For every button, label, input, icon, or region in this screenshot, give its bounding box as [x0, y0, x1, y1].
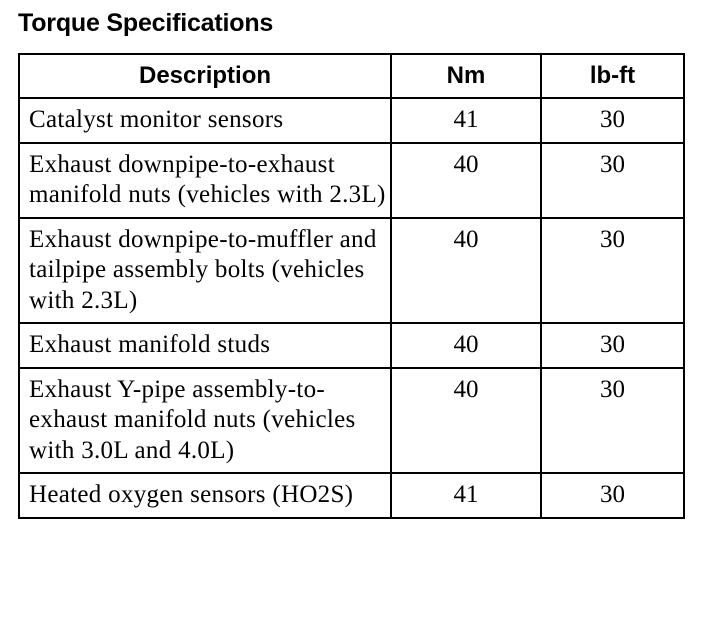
torque-spec-table	[18, 53, 685, 519]
table-row	[19, 218, 684, 324]
row-lbft: 30	[541, 368, 684, 474]
table-row	[19, 323, 684, 368]
table-row	[19, 368, 684, 474]
row-lbft: 30	[541, 218, 684, 324]
row-description: Catalyst monitor sensors	[19, 98, 391, 143]
row-nm: 41	[391, 473, 541, 518]
page-title: Torque Specifications	[18, 9, 274, 37]
column-header-description: Description	[19, 54, 391, 98]
row-lbft: 30	[541, 98, 684, 143]
column-header-nm: Nm	[391, 54, 541, 98]
row-nm: 41	[391, 98, 541, 143]
row-description: Heated oxygen sensors (HO2S)	[19, 473, 391, 518]
row-description: Exhaust manifold studs	[19, 323, 391, 368]
row-description: Exhaust Y-pipe assembly-to-exhaust manifold nuts (vehicles with 3.0L and 4.0L)	[19, 368, 391, 474]
row-description: Exhaust downpipe-to-exhaust manifold nuts (vehicles with 2.3L)	[19, 143, 391, 218]
table-header-row	[19, 54, 684, 98]
row-lbft: 30	[541, 143, 684, 218]
row-description: Exhaust downpipe-to-muffler and tailpipe assembly bolts (vehicles with 2.3L)	[19, 218, 391, 324]
row-nm: 40	[391, 368, 541, 474]
table-row	[19, 98, 684, 143]
row-nm: 40	[391, 323, 541, 368]
table-row	[19, 143, 684, 218]
row-nm: 40	[391, 143, 541, 218]
row-nm: 40	[391, 218, 541, 324]
row-lbft: 30	[541, 323, 684, 368]
row-lbft: 30	[541, 473, 684, 518]
table-row	[19, 473, 684, 518]
column-header-lbft: lb-ft	[541, 54, 684, 98]
